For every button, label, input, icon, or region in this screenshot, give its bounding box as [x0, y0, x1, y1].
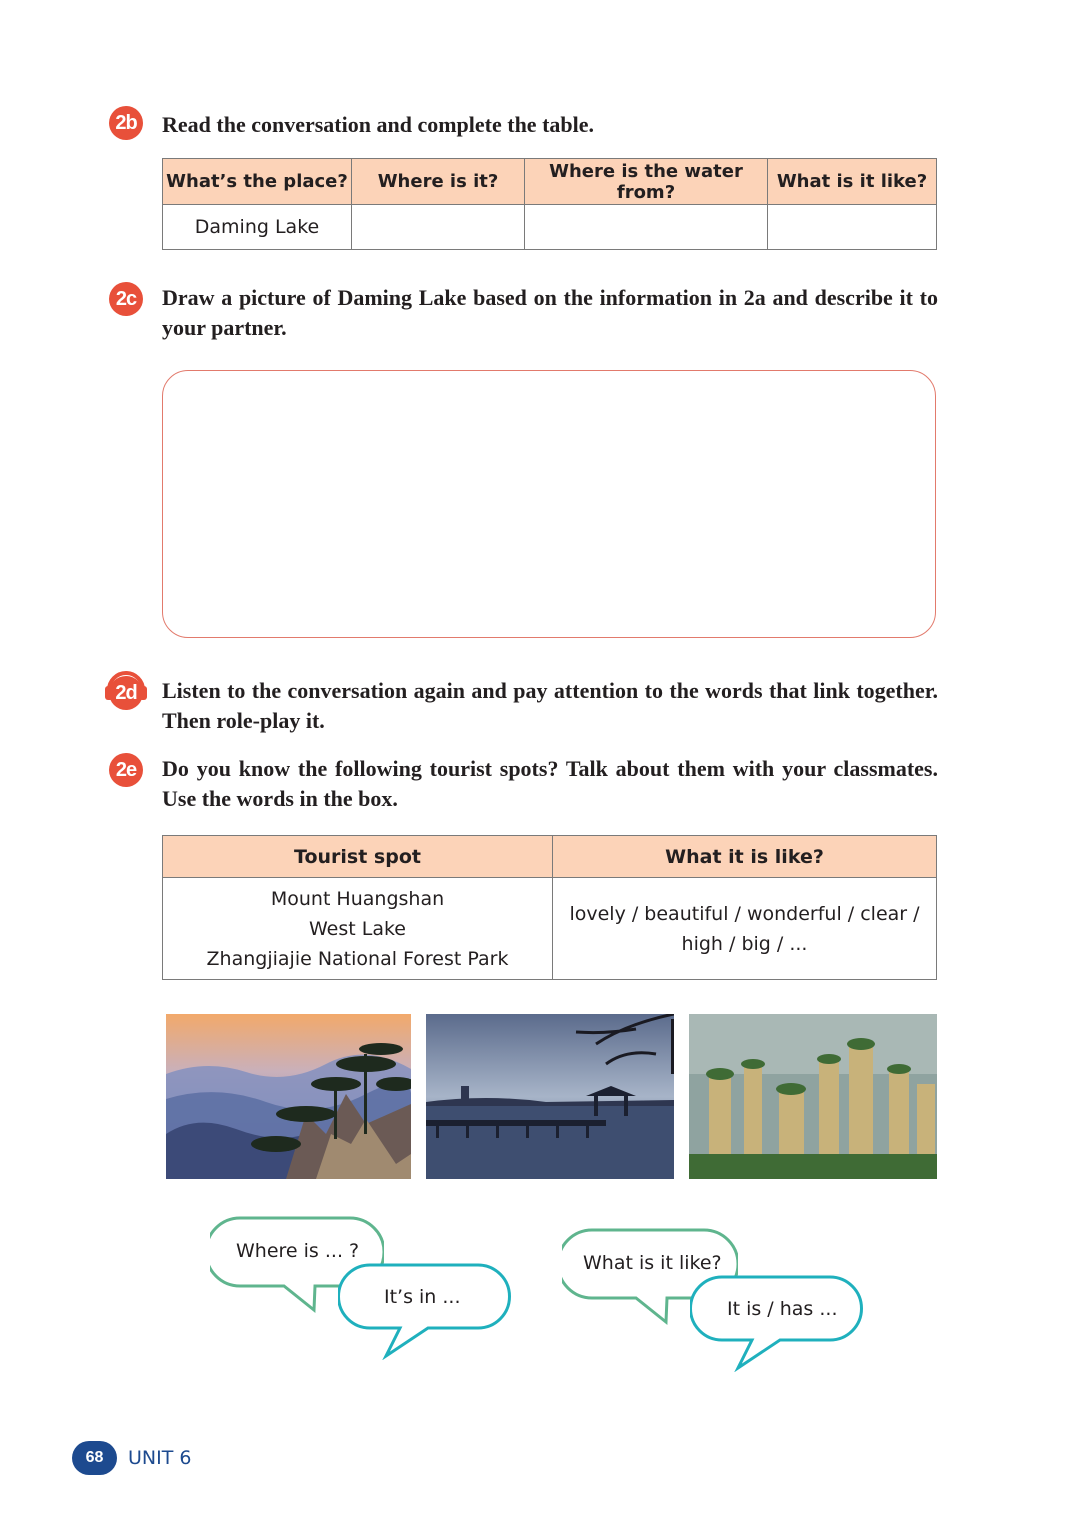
table-2e-header: What it is like?	[553, 836, 937, 878]
speech-bubble-answer-2	[690, 1274, 864, 1372]
bubble-text-it-is-has: It is / has ...	[727, 1298, 838, 1320]
badge-2d: 2d	[109, 676, 143, 710]
instruction-2e: Do you know the following tourist spots? Talk about them with your classmates. Use the words in the box.	[162, 756, 938, 811]
badge-2c: 2c	[109, 282, 143, 316]
page-number: 68	[72, 1441, 117, 1475]
spot-name: Zhangjiajie National Forest Park	[206, 947, 509, 970]
table-2b-header: What’s the place?	[163, 159, 352, 205]
instruction-2b: Read the conversation and complete the table.	[162, 112, 595, 137]
spot-name: West Lake	[309, 917, 406, 940]
table-2e-header: Tourist spot	[163, 836, 553, 878]
table-2e	[162, 835, 937, 980]
badge-2e: 2e	[109, 753, 143, 787]
table-2b-cell-blank[interactable]	[768, 205, 937, 250]
table-2b-header: Where is it?	[352, 159, 525, 205]
bubble-text-what-is-it-like: What is it like?	[583, 1252, 722, 1274]
words-cell	[553, 878, 937, 980]
instruction-2c: Draw a picture of Daming Lake based on the information in 2a and describe it to your partner.	[162, 285, 938, 340]
speech-bubble-answer-1	[338, 1262, 512, 1360]
table-2b-cell: Daming Lake	[163, 205, 352, 250]
instruction-2d: Listen to the conversation again and pay attention to the words that link together. Then role-play it.	[162, 678, 938, 733]
drawing-box[interactable]	[162, 370, 936, 638]
table-2b-cell-blank[interactable]	[352, 205, 525, 250]
words-line: lovely / beautiful / wonderful / clear /	[569, 902, 920, 925]
spot-name: Mount Huangshan	[270, 887, 445, 910]
bubble-text-its-in: It’s in ...	[384, 1286, 461, 1308]
table-2b-cell-blank[interactable]	[525, 205, 768, 250]
badge-2b: 2b	[109, 106, 143, 140]
table-2b-header: What is it like?	[768, 159, 937, 205]
table-2b	[162, 158, 937, 250]
mountain-huangshan-photo	[166, 1014, 411, 1179]
west-lake-photo	[426, 1014, 674, 1179]
zhangjiajie-photo	[689, 1014, 937, 1179]
bubble-text-where-is: Where is ... ?	[236, 1240, 360, 1262]
unit-label: UNIT 6	[128, 1447, 192, 1469]
table-2b-header: Where is the water from?	[525, 159, 768, 205]
words-line: high / big / ...	[681, 932, 808, 955]
tourist-spots-cell	[163, 878, 553, 980]
